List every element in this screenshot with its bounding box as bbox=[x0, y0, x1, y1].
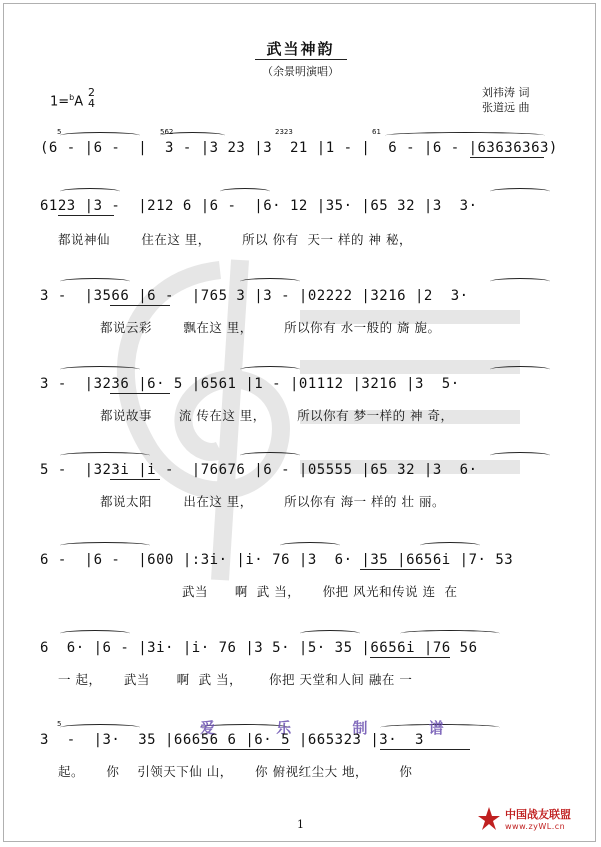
notation-line: 5 - |323i |i - |76676 |6 - |05555 |65 32 |3 6· bbox=[40, 462, 478, 478]
beam bbox=[110, 305, 170, 306]
page-number: 1 bbox=[297, 818, 304, 831]
time-signature: 2 4 bbox=[88, 86, 95, 110]
slur bbox=[60, 630, 130, 637]
slur bbox=[160, 132, 225, 139]
slur bbox=[490, 278, 550, 285]
beam bbox=[370, 657, 450, 658]
song-title: 武当神韵 bbox=[266, 40, 335, 58]
beam bbox=[360, 569, 440, 570]
slur bbox=[490, 452, 550, 459]
slur bbox=[220, 188, 270, 195]
beam bbox=[470, 157, 544, 158]
slur bbox=[60, 542, 150, 549]
beam bbox=[58, 215, 114, 216]
beam bbox=[380, 749, 470, 750]
lyricist-credit: 刘祎涛 词 bbox=[482, 86, 530, 99]
slur bbox=[240, 278, 300, 285]
key-signature: 1=$^b$A bbox=[50, 93, 84, 110]
lyric-line: 一 起， 武当 啊 武 当， 你把 天堂和人间 融在 一 bbox=[58, 672, 413, 687]
lyric-line: 都说云彩 飘在这 里， 所以你有 水一般的 旖 旎。 bbox=[100, 320, 441, 335]
slur bbox=[280, 542, 340, 549]
notation-line: 3 - |3236 |6· 5 |6561 |1 - |01112 |3216 |3 5· bbox=[40, 376, 460, 392]
singer-subtitle: （余景明演唱） bbox=[262, 65, 339, 78]
notation-line: 6123 |3 - |212 6 |6 - |6· 12 |35· |65 32 |3 3· bbox=[40, 198, 478, 214]
logo-url: www.zyWL.cn bbox=[505, 822, 566, 831]
lyric-line: 都说太阳 出在这 里， 所以你有 海一 样的 壮 丽。 bbox=[100, 494, 445, 509]
lyric-line: 武当 啊 武 当， 你把 风光和传说 连 在 bbox=[182, 584, 458, 599]
lyric-line: 起。 你 引领天下仙 山， 你 俯视红尘大 地， 你 bbox=[58, 764, 413, 779]
slur bbox=[60, 188, 120, 195]
slur bbox=[385, 132, 545, 139]
slur bbox=[60, 132, 140, 139]
lyric-line: 都说神仙 住在这 里， 所以 你有 天一 样的 神 秘， bbox=[58, 232, 412, 247]
beam bbox=[110, 393, 170, 394]
title-underline bbox=[255, 59, 347, 60]
slur bbox=[420, 542, 480, 549]
grace-note: 61 bbox=[372, 128, 381, 136]
notation-line: 3 - |3· 35 |66656 6 |6· 5 |665323 |3· 3 bbox=[40, 732, 424, 748]
composer-credit: 张道远 曲 bbox=[482, 101, 530, 114]
slur bbox=[60, 366, 140, 373]
slur bbox=[240, 452, 300, 459]
beam bbox=[110, 479, 160, 480]
slur bbox=[60, 452, 150, 459]
notation-line: 3 - |3566 |6 - |765 3 |3 - |02222 |3216 |2 3· bbox=[40, 288, 469, 304]
notation-line: 6 6· |6 - |3i· |i· 76 |3 5· |5· 35 |6656i |76 56 bbox=[40, 640, 478, 656]
grace-note: 2323 bbox=[275, 128, 293, 136]
grace-note: 562 bbox=[160, 128, 174, 136]
slur bbox=[490, 188, 550, 195]
notation-line: 6 - |6 - |600 |:3i· |i· 76 |3 6· |35 |6656i |7· 53 bbox=[40, 552, 514, 568]
slur bbox=[400, 630, 500, 637]
slur bbox=[60, 724, 140, 731]
lyric-line: 都说故事 流 传在这 里， 所以你有 梦一样的 神 奇， bbox=[100, 408, 454, 423]
slur bbox=[300, 630, 360, 637]
slur bbox=[60, 278, 130, 285]
notation-line: (6 - |6 - | 3 - |3 23 |3 21 |1 - | 6 - |6 - |63636363) bbox=[40, 140, 558, 156]
grace-note: 5 bbox=[57, 720, 62, 728]
logo-name: 中国战友联盟 bbox=[505, 808, 571, 821]
publisher-ornament: 爱 乐 制 谱 bbox=[200, 719, 472, 737]
beam bbox=[200, 749, 290, 750]
slur bbox=[240, 366, 300, 373]
grace-note: 5 bbox=[57, 128, 62, 136]
star-logo-icon bbox=[478, 805, 500, 835]
slur bbox=[490, 366, 550, 373]
